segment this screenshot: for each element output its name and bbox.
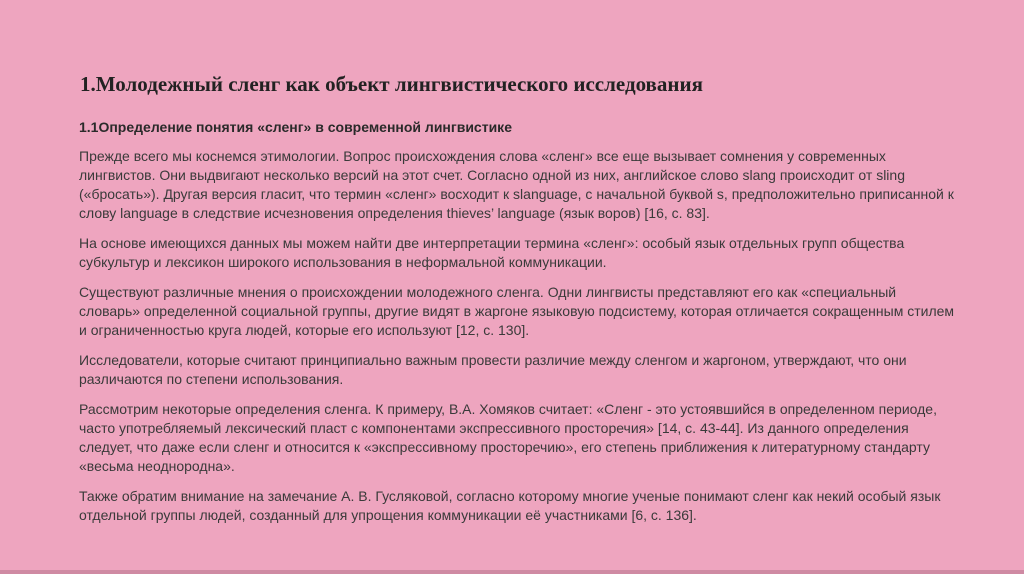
paragraph-definitions: Рассмотрим некоторые определения сленга. К примеру, В.А. Хомяков считает: «Сленг - это устоявшийся в определенном периоде, часто употребляемый лексический пласт с компонентами экспрессивного просторечия» [14, с. 43-44]. Из данного определения следует, что даже если сленг и относится к «экспрессивному просторечию», его степень приближения к литературному стандарту «весьма неоднородна». (79, 401, 937, 474)
slide-content (79, 118, 959, 536)
paragraph-etymology: Прежде всего мы коснемся этимологии. Вопрос происхождения слова «сленг» все еще вызывает сомнения у современных лингвистов. Они выдвигают несколько версий на этот счет. Согласно одной из них, английское слово slang происходит от sling («бросать»). Другая версия гласит, что термин «сленг» восходит к slanguage, с начальной буквой s, предположительно приписанной к слову language в следствие исчезновения определения thieves’ language (язык воров) [16, с. 83]. (79, 148, 954, 221)
paragraph-slang-vs-jargon: Исследователи, которые считают принципиально важным провести различие между сленгом и жаргоном, утверждают, что они различаются по степени использования. (79, 352, 907, 387)
paragraph-origin-opinions: Существуют различные мнения о происхождении молодежного сленга. Одни лингвисты представляют его как «специальный словарь» определенной социальной группы, другие видят в жаргоне языковую подсистему, которая отличается сокращенным стилем и ограниченностью круга людей, которые его используют [12, с. 130]. (79, 284, 955, 338)
bottom-strip (0, 570, 1024, 574)
paragraph-interpretations: На основе имеющихся данных мы можем найти две интерпретации термина «сленг»: особый язык отдельных групп общества субкультур и лексикон широкого использования в неформальной коммуникации. (79, 235, 905, 270)
section-subtitle: 1.1Определение понятия «сленг» в современной лингвистике (79, 119, 512, 135)
slide-title: 1.Молодежный сленг как объект лингвистического исследования (80, 72, 703, 96)
paragraph-guslyakova: Также обратим внимание на замечание А. В. Гусляковой, согласно которому многие ученые понимают сленг как некий особый язык отдельной группы людей, созданный для упрощения коммуникации её участниками [6, с. 136]. (79, 488, 941, 523)
